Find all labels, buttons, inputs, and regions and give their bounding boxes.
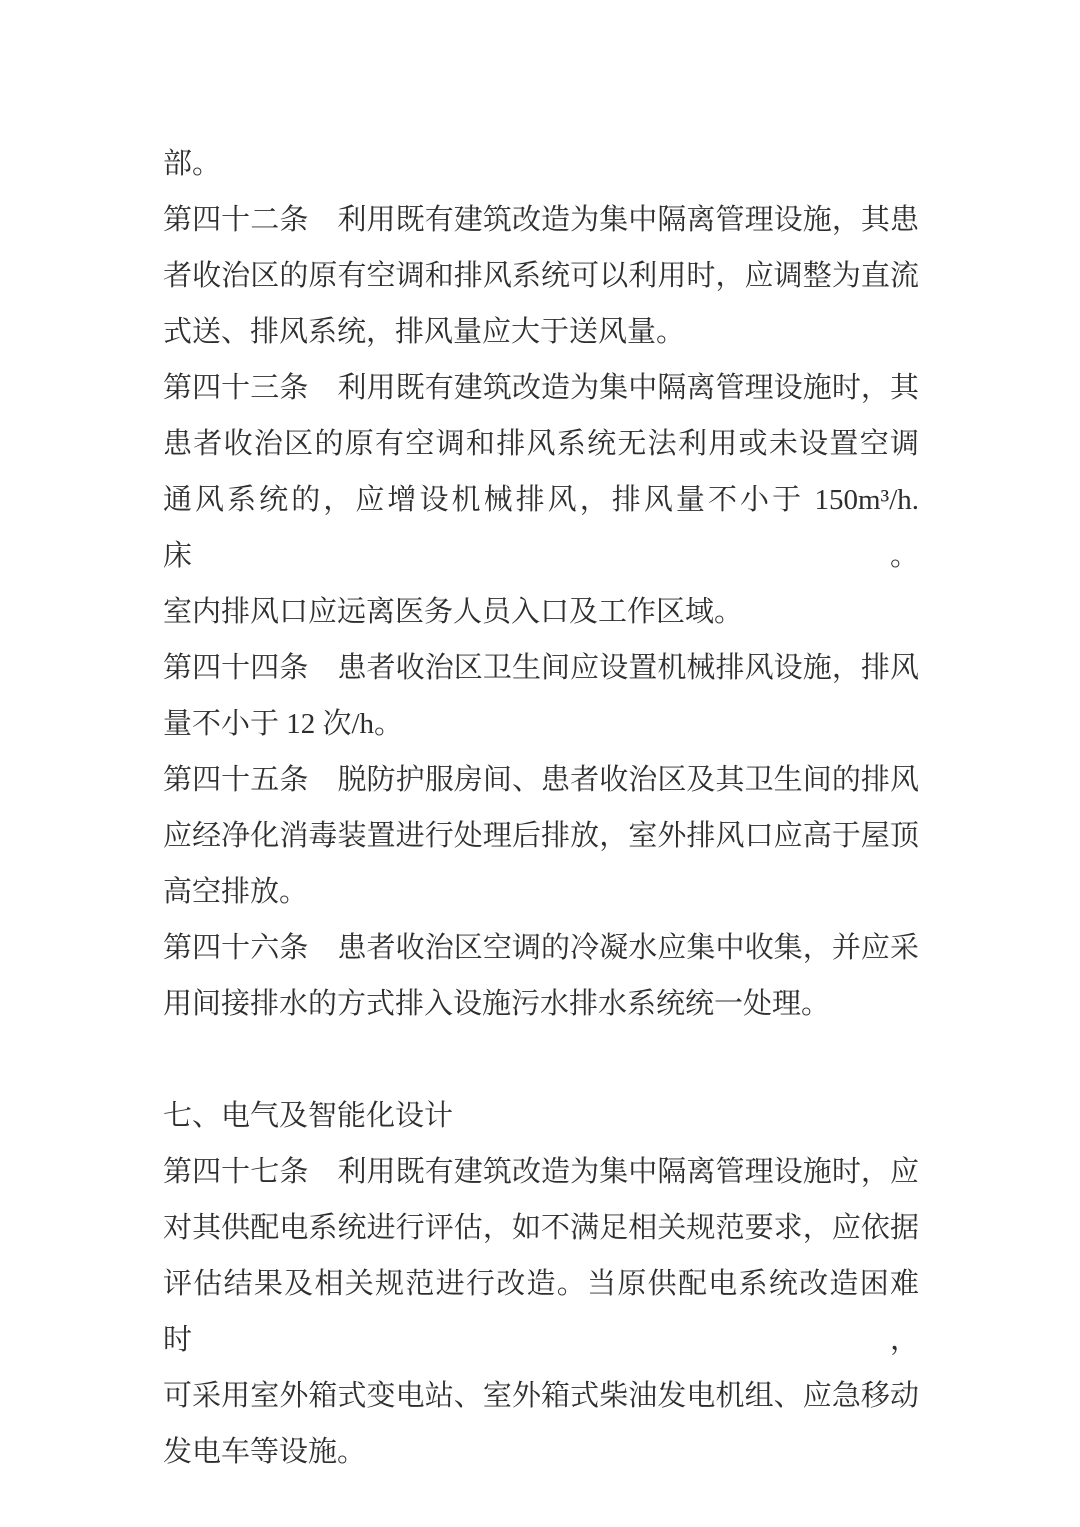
article-43-paragraph [163, 360, 919, 640]
text-line: 第四十三条 利用既有建筑改造为集中隔离管理设施时，其 [163, 372, 919, 404]
text-line: 用间接排水的方式排入设施污水排水系统统一处理。 [163, 988, 831, 1020]
document-body [163, 136, 919, 1480]
text-line: 第四十四条 患者收治区卫生间应设置机械排风设施，排风 [163, 652, 919, 684]
text-line: 发电车等设施。 [163, 1436, 367, 1468]
text-line: 量不小于 12 次/h。 [163, 708, 404, 740]
text-line: 第四十二条 利用既有建筑改造为集中隔离管理设施，其患 [163, 204, 919, 236]
text-line: 评估结果及相关规范进行改造。当原供配电系统改造困难时， [163, 1268, 919, 1356]
text-line: 第四十七条 利用既有建筑改造为集中隔离管理设施时，应 [163, 1156, 919, 1188]
paragraph-continuation [163, 136, 919, 192]
text-line: 第四十六条 患者收治区空调的冷凝水应集中收集，并应采 [163, 932, 919, 964]
text-line: 部。 [163, 148, 222, 180]
article-47-paragraph [163, 1144, 919, 1480]
text-line: 者收治区的原有空调和排风系统可以利用时，应调整为直流 [163, 260, 919, 292]
article-46-paragraph [163, 920, 919, 1032]
text-line: 可采用室外箱式变电站、室外箱式柴油发电机组、应急移动 [163, 1380, 919, 1412]
text-line: 第四十五条 脱防护服房间、患者收治区及其卫生间的排风 [163, 764, 919, 796]
text-line: 高空排放。 [163, 876, 309, 908]
text-line: 室内排风口应远离医务人员入口及工作区域。 [163, 596, 744, 628]
section-7-heading [163, 1088, 919, 1144]
article-44-paragraph [163, 640, 919, 752]
text-line: 式送、排风系统，排风量应大于送风量。 [163, 316, 686, 348]
section-heading-line: 七、电气及智能化设计 [163, 1100, 454, 1132]
article-45-paragraph [163, 752, 919, 920]
article-42-paragraph [163, 192, 919, 360]
text-line: 通风系统的，应增设机械排风，排风量不小于 150m³/h. 床。 [163, 484, 919, 572]
text-line: 对其供配电系统进行评估，如不满足相关规范要求，应依据 [163, 1212, 919, 1244]
text-line: 应经净化消毒装置进行处理后排放，室外排风口应高于屋顶 [163, 820, 919, 852]
text-line: 患者收治区的原有空调和排风系统无法利用或未设置空调 [163, 428, 919, 460]
